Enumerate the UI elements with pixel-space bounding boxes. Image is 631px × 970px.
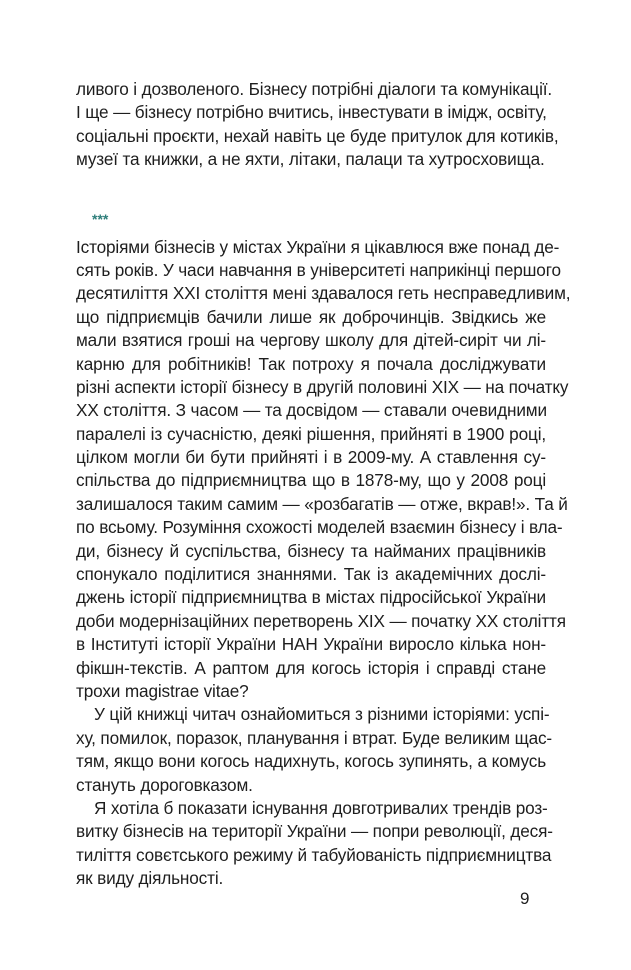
- text-line: джень історії підприємництва в містах підросійської України: [76, 587, 546, 608]
- text-line: Історіями бізнесів у містах України я цікавлюся вже понад де-: [76, 236, 560, 257]
- text-line: карню для робітників! Так потроху я почала досліджувати: [76, 353, 546, 374]
- text-line: І ще — бізнесу потрібно вчитись, інвестувати в імідж, освіту,: [76, 102, 547, 123]
- paragraph-1: [76, 236, 571, 704]
- paragraph-3: [76, 797, 553, 891]
- text-line: цілком могли би бути прийняті і в 2009-му. А ставлення су-: [76, 447, 546, 468]
- text-line: сять років. У часи навчання в університеті наприкінці першого: [76, 259, 561, 280]
- text-line: по всьому. Розуміння схожості моделей взаємин бізнесу і вла-: [76, 517, 563, 538]
- text-line: мали взятися гроші на чергову школу для дітей-сиріт чи лі-: [76, 330, 546, 351]
- text-line: фікшн-текстів. А раптом для когось історія і справді стане: [76, 657, 546, 678]
- text-line: XX століття. З часом — та досвідом — ставали очевидними: [76, 400, 547, 421]
- text-line: соціальні проєкти, нехай навіть це буде притулок для котиків,: [76, 125, 559, 146]
- paragraph-2: [76, 703, 552, 797]
- text-line: У цій книжці читач ознайомиться з різними історіями: успі-: [94, 704, 550, 725]
- text-line: витку бізнесів на території України — попри революції, деся-: [76, 821, 553, 842]
- intro-paragraph: [76, 78, 559, 172]
- section-separator: ***: [92, 210, 109, 227]
- text-line: тиліття совєтського режиму й табуйованість підприємництва: [76, 844, 552, 865]
- text-line: ливого і дозволеного. Бізнесу потрібні діалоги та комунікації.: [76, 79, 553, 99]
- text-line: в Інституті історії України НАН України виросло кілька нон-: [76, 634, 546, 655]
- book-page-text: [76, 78, 571, 891]
- text-line: залишалося таким самим — «розбагатів — отже, вкрав!». Та й: [76, 493, 568, 514]
- text-line: Я хотіла б показати існування довготривалих трендів роз-: [94, 797, 548, 818]
- text-line: десятиліття XXI століття мені здавалося геть несправедливим,: [76, 283, 571, 304]
- text-line: тям, якщо вони когось надихнуть, когось зупинять, а комусь: [76, 751, 546, 772]
- text-line: трохи magistrae vitae?: [76, 680, 249, 701]
- text-line: спільства до підприємництва що в 1878-му, що у 2008 році: [76, 470, 546, 491]
- text-line: спонукало поділитися знаннями. Так із академічних дослі-: [76, 564, 546, 585]
- text-line: ди, бізнесу й суспільства, бізнесу та найманих працівників: [76, 540, 546, 561]
- text-line: що підприємців бачили лише як доброчинців. Звідкись же: [76, 306, 546, 327]
- text-line: музеї та книжки, а не яхти, літаки, палаци та хутросховища.: [76, 149, 545, 170]
- text-line: доби модернізаційних перетворень XIX — початку XX століття: [76, 610, 566, 631]
- page-number: 9: [520, 889, 530, 908]
- text-line: стануть дороговказом.: [76, 774, 253, 795]
- text-line: ху, помилок, поразок, планування і втрат. Буде великим щас-: [76, 727, 552, 748]
- text-line: різні аспекти історії бізнесу в другій половині XIX — на початку: [76, 376, 569, 397]
- section-gap: [76, 172, 546, 212]
- text-line: паралелі із сучасністю, деякі рішення, прийняті в 1900 році,: [76, 423, 546, 444]
- text-line: як виду діяльності.: [76, 868, 224, 889]
